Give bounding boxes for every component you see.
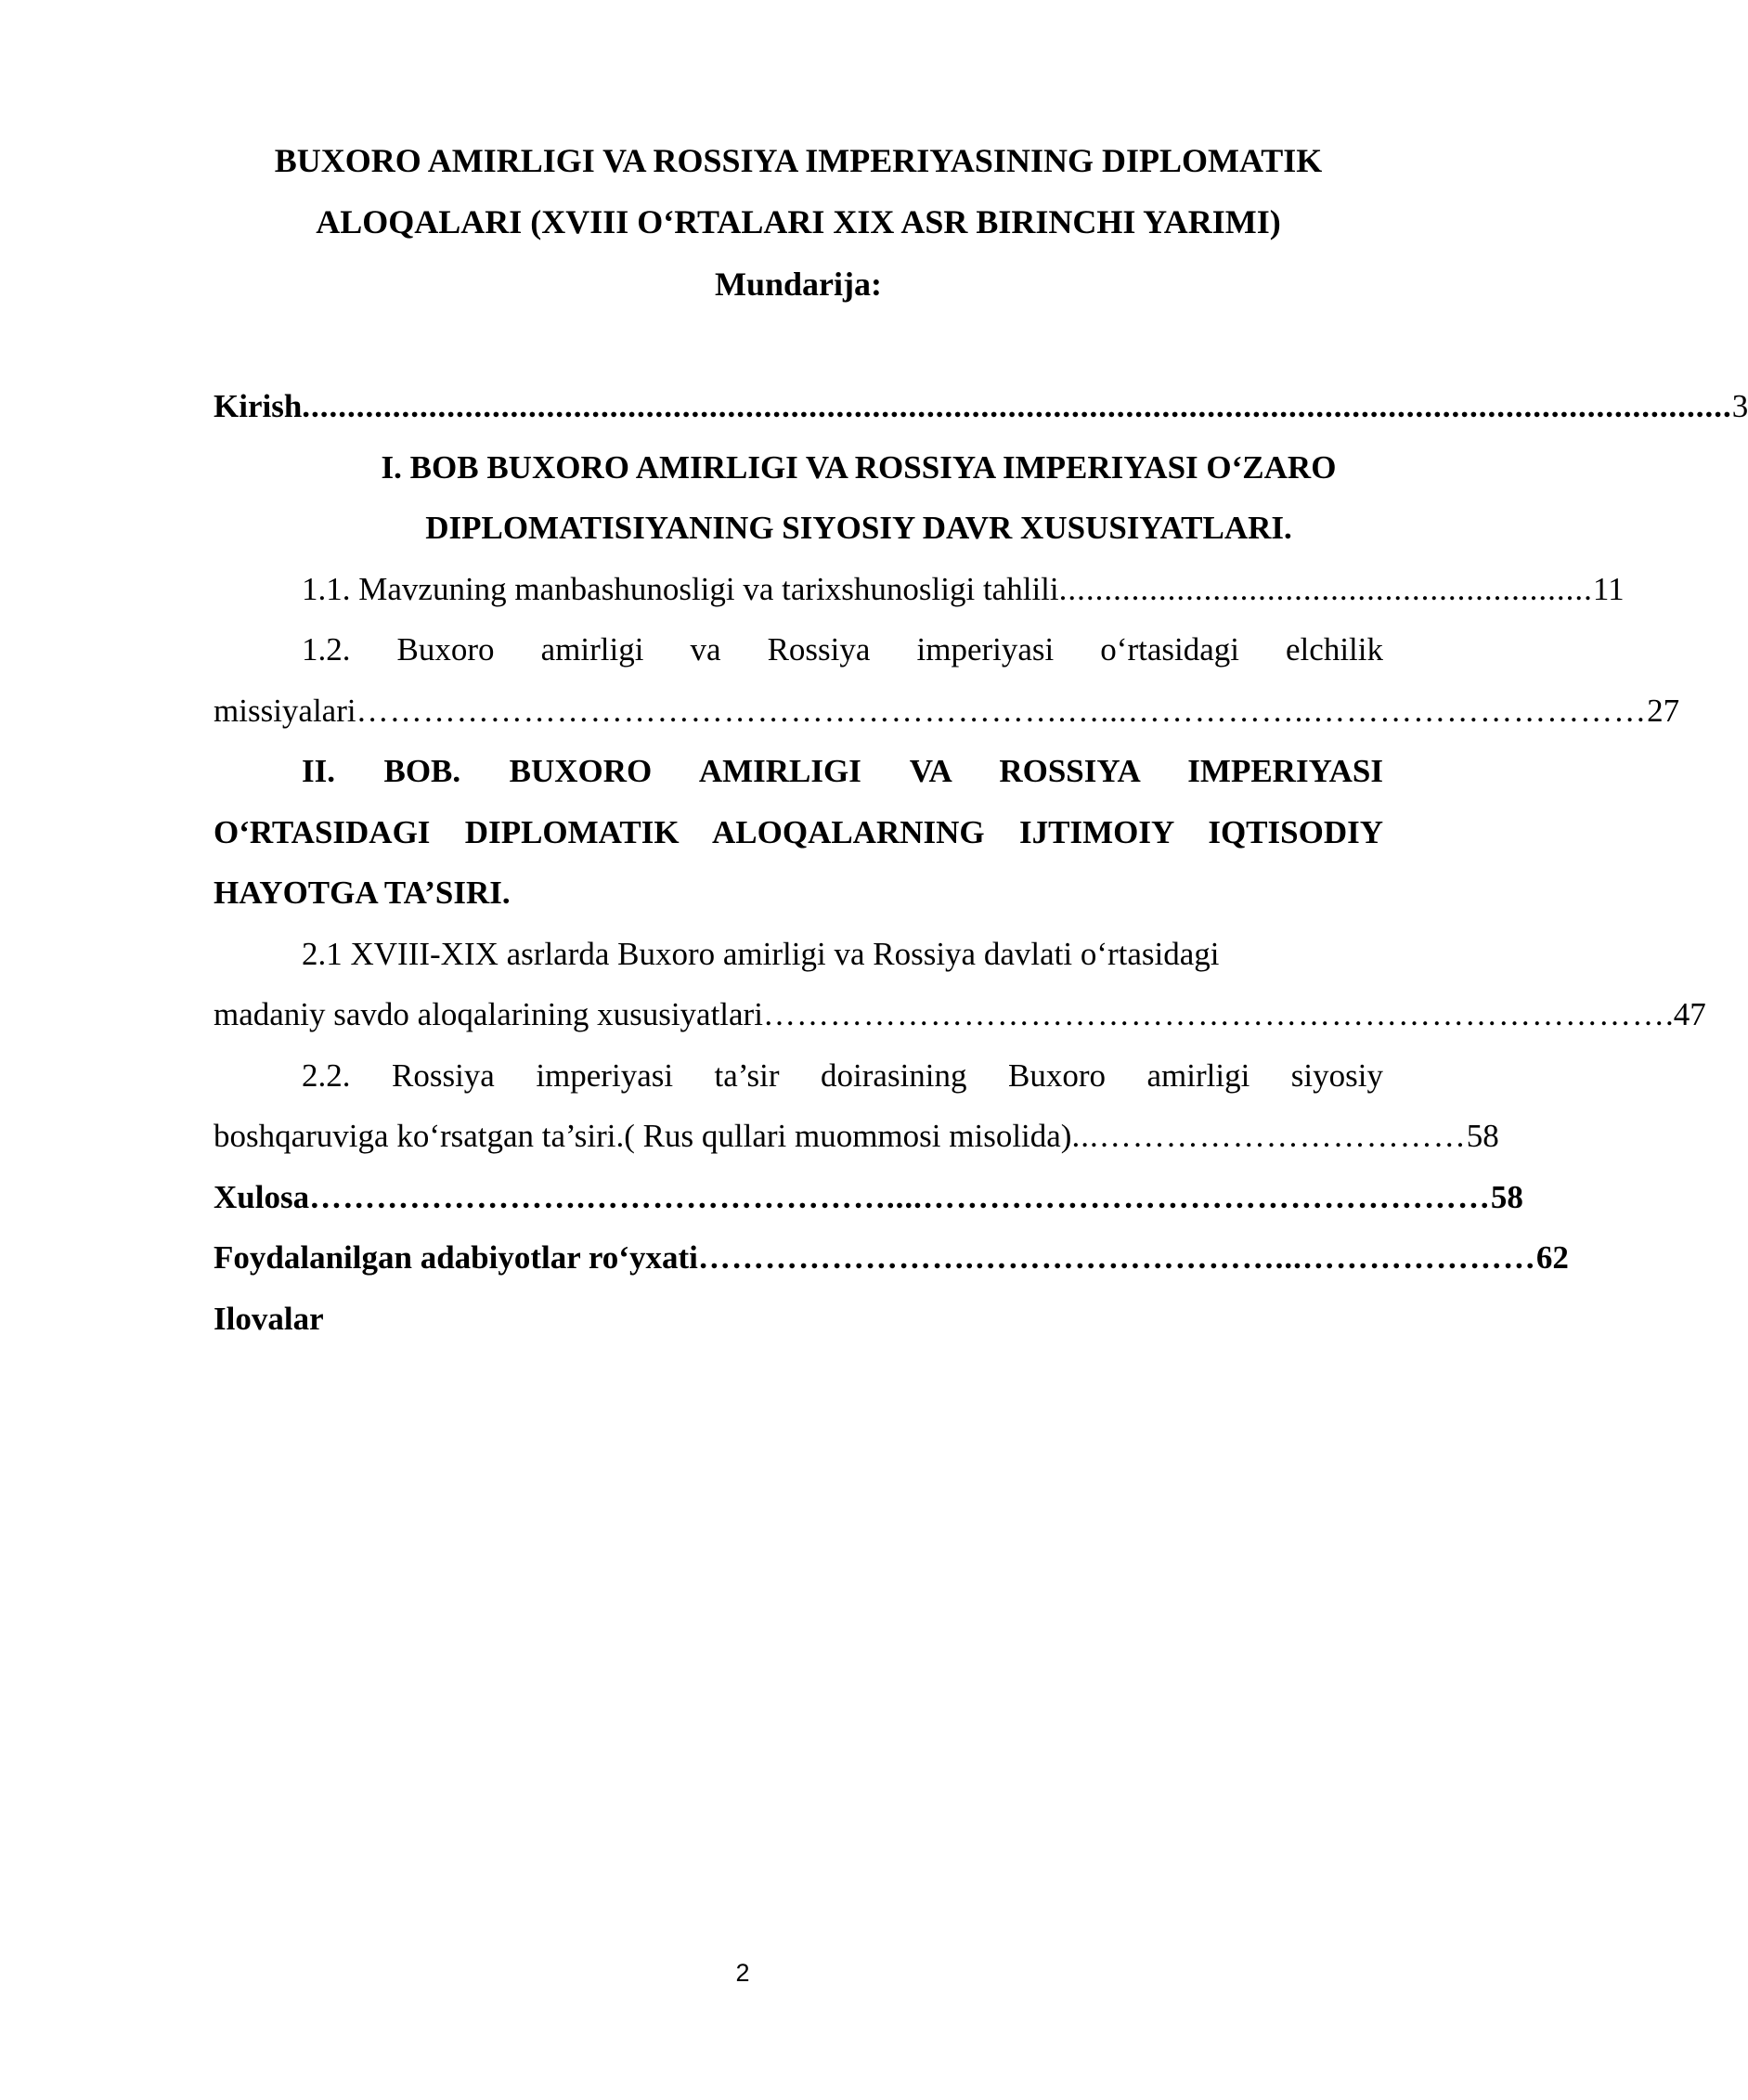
- toc-entry-label: boshqaruviga ko‘rsatgan ta’siri.( Rus qullari muommosi misolida): [214, 1118, 1072, 1154]
- toc-entry-label: 1.1. Mavzuning manbashunosligi va tarixshunosligi tahlili: [302, 570, 1059, 607]
- page-number: 2: [735, 1959, 750, 1987]
- toc-page-number: .47: [1664, 996, 1706, 1032]
- toc-page-number: 62: [1535, 1239, 1569, 1276]
- toc-leader-dots: ...……………………………: [1071, 1118, 1467, 1154]
- chapter-2-line-2: O‘RTASIDAGI DIPLOMATIK ALOQALARNING IJTIMOIY IQTISODIY: [214, 813, 1383, 850]
- toc-entry-label: missiyalari: [214, 692, 356, 729]
- toc-chapter-1[interactable]: [214, 437, 1383, 559]
- table-of-contents: [214, 376, 1748, 1349]
- toc-page-number: 11: [1592, 570, 1625, 607]
- toc-entry-label: Xulosa: [214, 1178, 310, 1215]
- toc-page-number: 27: [1647, 692, 1680, 729]
- toc-leader-dots: ………………………………………………………………………: [762, 996, 1665, 1032]
- toc-entry-1-1[interactable]: [214, 559, 1625, 620]
- toc-leader-dots: …………………….………………………....……………………………………………: [309, 1178, 1491, 1215]
- chapter-1-line-1: I. BOB BUXORO AMIRLIGI VA ROSSIYA IMPERIYASI O‘ZARO: [381, 448, 1337, 486]
- toc-entry-2-2-line-1: 2.2. Rossiya imperiyasi ta’sir doirasining Buxoro amirligi siyosiy: [302, 1056, 1383, 1094]
- toc-leader-dots: …………………….………………………...…………………: [697, 1239, 1536, 1276]
- toc-entry-label: madaniy savdo aloqalarining xususiyatlari: [214, 996, 763, 1032]
- toc-entry-2-2[interactable]: [214, 1045, 1499, 1167]
- toc-entry-xulosa[interactable]: [214, 1167, 1523, 1228]
- toc-entry-kirish[interactable]: [214, 376, 1748, 437]
- toc-entry-ilovalar[interactable]: Ilovalar: [214, 1300, 324, 1337]
- toc-page-number: 3: [1731, 388, 1748, 424]
- toc-entry-2-1-line-1: 2.1 XVIII-XIX asrlarda Buxoro amirligi va Rossiya davlati o‘rtasidagi: [302, 935, 1220, 972]
- chapter-2-line-1: II. BOB. BUXORO AMIRLIGI VA ROSSIYA IMPERIYASI: [302, 753, 1383, 789]
- toc-page-number: 58: [1490, 1178, 1523, 1215]
- toc-entry-1-2[interactable]: [214, 619, 1680, 741]
- toc-leader-dots: ..............................................................................................................................................................: [302, 388, 1732, 424]
- toc-leader-dots: ……………………………………………………….…...……………..…………………………: [356, 692, 1648, 729]
- toc-leader-dots: ...........................................................: [1058, 570, 1593, 607]
- contents-heading: Mundarija:: [715, 266, 882, 303]
- chapter-2-line-3: HAYOTGA TA’SIRI.: [214, 875, 511, 911]
- title-line-1: BUXORO AMIRLIGI VA ROSSIYA IMPERIYASINING DIPLOMATIK: [274, 142, 1323, 179]
- toc-entry-foydalanilgan[interactable]: [214, 1227, 1569, 1289]
- toc-page-number: 58: [1466, 1118, 1499, 1154]
- document-title: [214, 130, 1383, 253]
- toc-entry-label: Kirish: [214, 388, 303, 424]
- title-line-2: ALOQALARI (XVIII O‘RTALARI XIX ASR BIRINCHI YARIMI): [316, 203, 1281, 240]
- toc-entry-1-2-line-1: 1.2. Buxoro amirligi va Rossiya imperiyasi o‘rtasidagi elchilik: [302, 631, 1383, 668]
- toc-entry-2-1[interactable]: [214, 924, 1706, 1045]
- toc-chapter-2[interactable]: [214, 741, 1383, 924]
- chapter-1-line-2: DIPLOMATISIYANING SIYOSIY DAVR XUSUSIYATLARI.: [425, 510, 1292, 546]
- toc-entry-label: Foydalanilgan adabiyotlar ro‘yxati: [214, 1239, 698, 1276]
